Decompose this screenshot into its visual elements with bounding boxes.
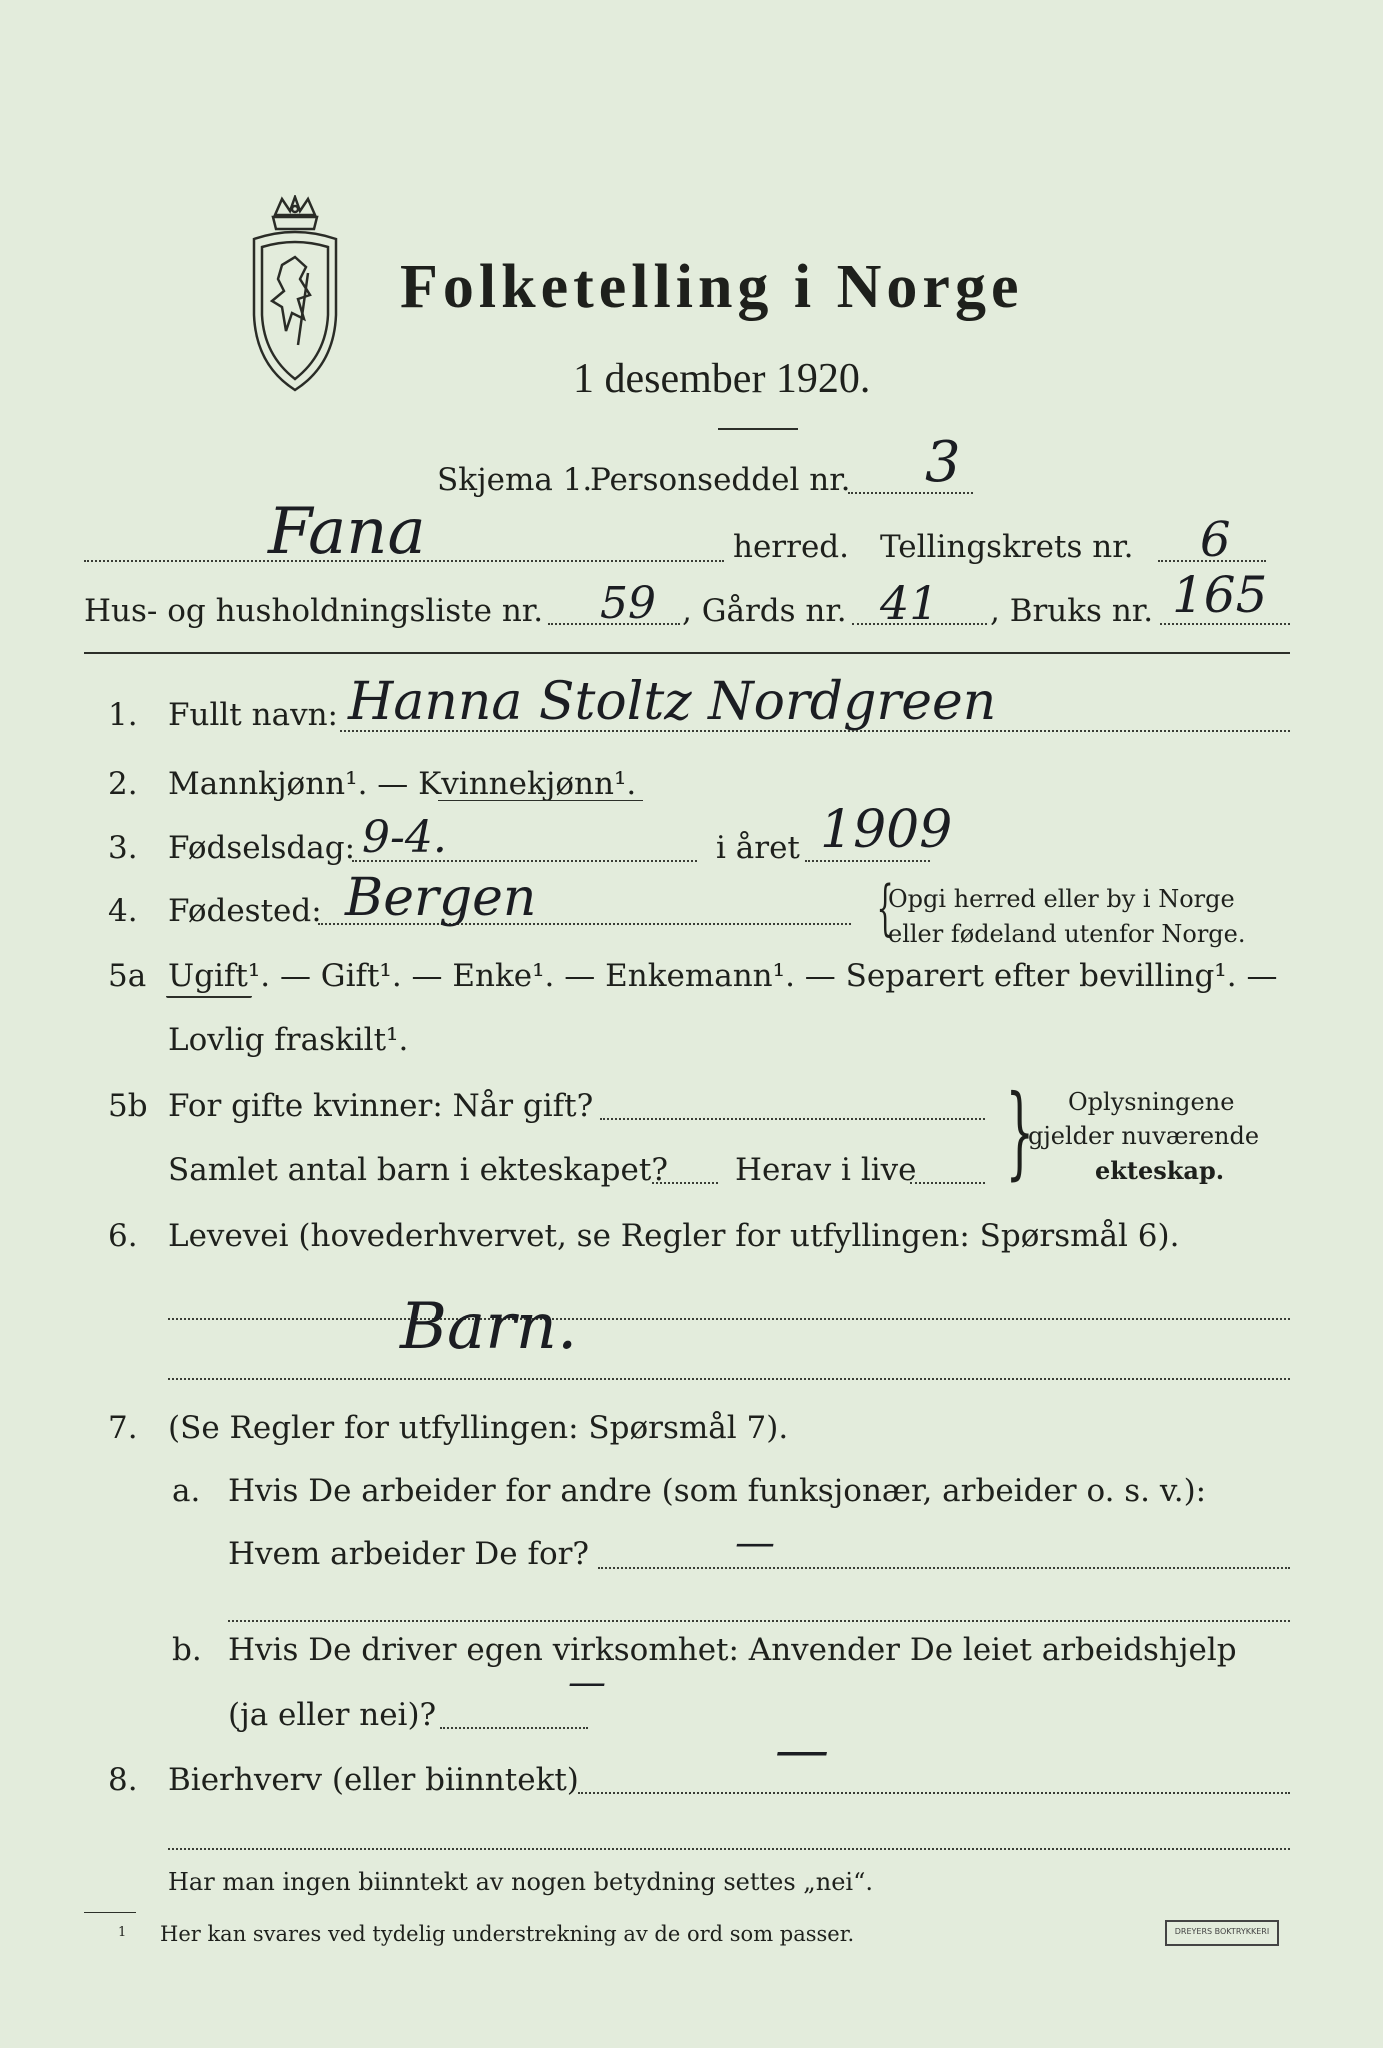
footnote-divider — [84, 1912, 136, 1913]
q6-field-2[interactable] — [168, 1378, 1290, 1380]
q5b-gift-field[interactable] — [600, 1118, 985, 1120]
header-divider — [84, 652, 1290, 654]
footnote-text: Her kan svares ved tydelig understrekning av de ord som passer. — [160, 1922, 855, 1946]
bruks-label: , Bruks nr. — [990, 593, 1154, 629]
gards-label: , Gårds nr. — [682, 593, 847, 629]
q5a-line1: Ugift¹. — Gift¹. — Enke¹. — Enkemann¹. — Separert efter bevilling¹. — — [168, 958, 1278, 994]
norwegian-coat-of-arms-icon — [240, 195, 350, 395]
q4-value: Bergen — [345, 868, 537, 928]
q5b-line1: For gifte kvinner: Når gift? — [168, 1088, 594, 1124]
q7a-number: a. — [172, 1473, 201, 1509]
skjema-label: Skjema 1. — [437, 462, 593, 498]
q5b-line2-b: Herav i live — [735, 1152, 917, 1188]
q3-year-value: 1909 — [820, 800, 953, 860]
q1-number: 1. — [108, 697, 138, 733]
q8-field-2[interactable] — [168, 1848, 1290, 1850]
q8-note: Har man ingen biinntekt av nogen betydning settes „nei“. — [168, 1868, 873, 1896]
personseddel-value: 3 — [925, 430, 961, 495]
personseddel-label: Personseddel nr. — [590, 462, 851, 498]
tellingskrets-value: 6 — [1200, 512, 1231, 568]
q7b-value: — — [568, 1660, 606, 1704]
q4-label: Fødested: — [168, 893, 322, 929]
q8-label: Bierhverv (eller biinntekt) — [168, 1762, 579, 1798]
q7-number: 7. — [108, 1410, 138, 1446]
q5b-barn-field[interactable] — [652, 1182, 718, 1184]
herred-field[interactable] — [84, 560, 724, 562]
q5b-note-line1: Oplysningene — [1068, 1088, 1235, 1116]
q8-number: 8. — [108, 1762, 138, 1798]
q7a-field-2[interactable] — [228, 1620, 1290, 1622]
herred-label: herred. — [733, 529, 849, 565]
q5a-line2: Lovlig fraskilt¹. — [168, 1022, 409, 1058]
q7a-value: — — [735, 1520, 775, 1566]
q3-number: 3. — [108, 830, 138, 866]
footnote-mark: 1 — [118, 1925, 127, 1940]
q5b-live-field[interactable] — [910, 1182, 985, 1184]
herred-value: Fana — [268, 495, 426, 569]
q8-field-1[interactable] — [578, 1792, 1290, 1794]
q5b-line2-a: Samlet antal barn i ekteskapet? — [168, 1152, 668, 1188]
q2-label: Mannkjønn¹. — Kvinnekjønn¹. — [168, 766, 637, 802]
q7-label: (Se Regler for utfyllingen: Spørsmål 7). — [168, 1410, 789, 1446]
q4-note-line2: eller fødeland utenfor Norge. — [888, 920, 1246, 948]
q3-year-label: i året — [716, 830, 800, 866]
q3-label: Fødselsdag: — [168, 830, 356, 866]
hus-label: Hus- og husholdningsliste nr. — [84, 593, 544, 629]
tellingskrets-label: Tellingskrets nr. — [880, 529, 1134, 565]
q7b-field[interactable] — [440, 1727, 588, 1729]
q7a-line2: Hvem arbeider De for? — [228, 1536, 590, 1572]
q7a-line1: Hvis De arbeider for andre (som funksjonær, arbeider o. s. v.): — [228, 1473, 1207, 1509]
title-divider — [718, 428, 798, 430]
bruks-value: 165 — [1172, 566, 1268, 624]
q4-number: 4. — [108, 893, 138, 929]
census-date: 1 desember 1920. — [573, 356, 871, 402]
q6-number: 6. — [108, 1218, 138, 1254]
q8-value: — — [775, 1718, 829, 1781]
q4-note-brace: { — [876, 873, 894, 943]
q3-year-field[interactable] — [805, 860, 930, 862]
q7a-field-1[interactable] — [598, 1567, 1290, 1569]
q5b-note-line2: gjelder nuværende — [1028, 1122, 1260, 1150]
printer-stamp: DREYERS BOKTRYKKERI — [1165, 1920, 1279, 1946]
form-title: Folketelling i Norge — [400, 253, 1024, 321]
q5a-number: 5a — [108, 958, 147, 994]
q7b-line2: (ja eller nei)? — [228, 1697, 437, 1733]
q1-label: Fullt navn: — [168, 697, 338, 733]
q6-label: Levevei (hovederhvervet, se Regler for utfyllingen: Spørsmål 6). — [168, 1218, 1180, 1254]
q5b-note-line3: ekteskap. — [1095, 1156, 1225, 1185]
q1-value: Hanna Stoltz Nordgreen — [348, 672, 997, 732]
q4-note-line1: Opgi herred eller by i Norge — [888, 885, 1235, 913]
q7b-number: b. — [172, 1632, 202, 1668]
q3-day-value: 9-4. — [362, 812, 447, 863]
hus-value: 59 — [600, 578, 656, 629]
q2-kvinnekjonn-underline — [438, 800, 643, 801]
q5b-note-brace: } — [1005, 1073, 1035, 1190]
q2-number: 2. — [108, 766, 138, 802]
q5b-number: 5b — [108, 1088, 148, 1124]
q6-value: Barn. — [400, 1290, 578, 1364]
q5a-ugift-underline — [166, 996, 252, 998]
q7b-line1: Hvis De driver egen virksomhet: Anvender De leiet arbeidshjelp — [228, 1632, 1237, 1668]
gards-value: 41 — [880, 576, 939, 630]
q6-field-1[interactable] — [168, 1318, 1290, 1320]
